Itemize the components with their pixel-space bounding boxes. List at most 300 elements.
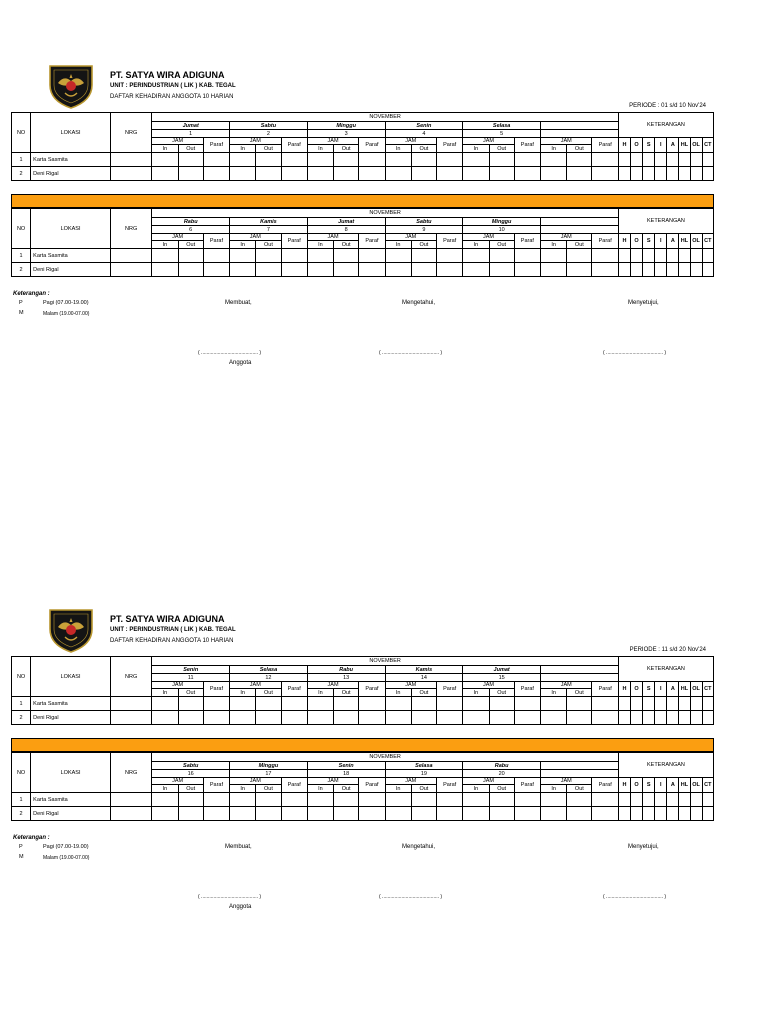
attendance-cell[interactable] bbox=[541, 153, 567, 167]
attendance-cell[interactable] bbox=[690, 807, 702, 821]
attendance-cell[interactable] bbox=[679, 807, 690, 821]
attendance-cell[interactable] bbox=[359, 807, 385, 821]
attendance-cell[interactable] bbox=[630, 153, 642, 167]
lokasi-header: LOKASI bbox=[31, 209, 111, 249]
staff-nrg[interactable] bbox=[110, 249, 151, 263]
attendance-cell[interactable] bbox=[655, 793, 667, 807]
staff-nrg[interactable] bbox=[110, 711, 151, 725]
attendance-cell[interactable] bbox=[437, 153, 463, 167]
jam-header: JAM bbox=[307, 234, 358, 241]
attendance-cell[interactable] bbox=[385, 793, 411, 807]
staff-name: Karta Sasmita bbox=[31, 697, 111, 711]
attendance-cell[interactable] bbox=[567, 153, 592, 167]
status-code-a: A bbox=[667, 234, 679, 249]
attendance-sheet bbox=[0, 544, 768, 910]
attendance-cell[interactable] bbox=[514, 263, 540, 277]
attendance-cell[interactable] bbox=[592, 167, 618, 181]
attendance-cell[interactable] bbox=[489, 263, 514, 277]
staff-no: 1 bbox=[12, 793, 31, 807]
paraf-header: Paraf bbox=[281, 234, 307, 249]
attendance-cell[interactable] bbox=[256, 153, 281, 167]
attendance-cell[interactable] bbox=[679, 263, 690, 277]
attendance-cell[interactable] bbox=[281, 697, 307, 711]
status-code-hl: HL bbox=[679, 682, 690, 697]
day-date: 17 bbox=[230, 770, 308, 778]
attendance-cell[interactable] bbox=[178, 263, 203, 277]
out-header: Out bbox=[178, 689, 203, 697]
attendance-cell[interactable] bbox=[514, 807, 540, 821]
attendance-cell[interactable] bbox=[203, 153, 229, 167]
attendance-cell[interactable] bbox=[643, 167, 655, 181]
attendance-cell[interactable] bbox=[281, 249, 307, 263]
jam-header: JAM bbox=[230, 682, 281, 689]
attendance-cell[interactable] bbox=[203, 807, 229, 821]
jam-header: JAM bbox=[152, 682, 203, 689]
attendance-cell[interactable] bbox=[643, 153, 655, 167]
attendance-cell[interactable] bbox=[256, 249, 281, 263]
attendance-cell[interactable] bbox=[334, 263, 359, 277]
legend-code: P bbox=[19, 300, 23, 306]
jam-header: JAM bbox=[541, 778, 592, 785]
attendance-cell[interactable] bbox=[567, 711, 592, 725]
attendance-cell[interactable] bbox=[281, 153, 307, 167]
attendance-cell[interactable] bbox=[618, 793, 630, 807]
attendance-cell[interactable] bbox=[655, 153, 667, 167]
attendance-cell[interactable] bbox=[203, 249, 229, 263]
attendance-cell[interactable] bbox=[281, 711, 307, 725]
attendance-cell[interactable] bbox=[411, 807, 436, 821]
section-divider bbox=[11, 738, 714, 752]
status-code-s: S bbox=[643, 682, 655, 697]
out-header: Out bbox=[567, 145, 592, 153]
attendance-cell[interactable] bbox=[385, 153, 411, 167]
jam-header: JAM bbox=[463, 682, 514, 689]
attendance-cell[interactable] bbox=[203, 793, 229, 807]
attendance-cell[interactable] bbox=[203, 697, 229, 711]
membuat-label: Membuat, bbox=[225, 300, 252, 306]
attendance-cell[interactable] bbox=[437, 263, 463, 277]
attendance-cell[interactable] bbox=[667, 167, 679, 181]
out-header: Out bbox=[567, 785, 592, 793]
attendance-cell[interactable] bbox=[702, 263, 713, 277]
staff-nrg[interactable] bbox=[110, 793, 151, 807]
attendance-cell[interactable] bbox=[514, 711, 540, 725]
attendance-cell[interactable] bbox=[281, 263, 307, 277]
attendance-cell[interactable] bbox=[307, 263, 333, 277]
attendance-cell[interactable] bbox=[489, 249, 514, 263]
attendance-cell[interactable] bbox=[630, 249, 642, 263]
attendance-cell[interactable] bbox=[541, 793, 567, 807]
attendance-cell[interactable] bbox=[567, 793, 592, 807]
attendance-cell[interactable] bbox=[655, 711, 667, 725]
attendance-cell[interactable] bbox=[411, 249, 436, 263]
attendance-cell[interactable] bbox=[690, 167, 702, 181]
attendance-cell[interactable] bbox=[411, 711, 436, 725]
attendance-cell[interactable] bbox=[334, 807, 359, 821]
attendance-cell[interactable] bbox=[334, 167, 359, 181]
attendance-cell[interactable] bbox=[567, 167, 592, 181]
attendance-cell[interactable] bbox=[178, 807, 203, 821]
attendance-cell[interactable] bbox=[679, 249, 690, 263]
legend-text: Pagi (07.00-19.00) bbox=[43, 300, 89, 306]
attendance-cell[interactable] bbox=[643, 249, 655, 263]
attendance-cell[interactable] bbox=[618, 697, 630, 711]
attendance-cell[interactable] bbox=[630, 807, 642, 821]
attendance-cell[interactable] bbox=[702, 697, 713, 711]
jam-header: JAM bbox=[463, 234, 514, 241]
attendance-cell[interactable] bbox=[463, 249, 489, 263]
attendance-cell[interactable] bbox=[690, 263, 702, 277]
attendance-cell[interactable] bbox=[256, 711, 281, 725]
attendance-cell[interactable] bbox=[592, 249, 618, 263]
attendance-cell[interactable] bbox=[385, 167, 411, 181]
attendance-cell[interactable] bbox=[152, 263, 178, 277]
attendance-cell[interactable] bbox=[592, 263, 618, 277]
attendance-cell[interactable] bbox=[592, 697, 618, 711]
attendance-cell[interactable] bbox=[152, 807, 178, 821]
attendance-cell[interactable] bbox=[618, 249, 630, 263]
staff-nrg[interactable] bbox=[110, 263, 151, 277]
attendance-cell[interactable] bbox=[679, 167, 690, 181]
attendance-cell[interactable] bbox=[489, 711, 514, 725]
in-header: In bbox=[230, 785, 256, 793]
nrg-header: NRG bbox=[110, 657, 151, 697]
attendance-cell[interactable] bbox=[230, 711, 256, 725]
attendance-cell[interactable] bbox=[618, 167, 630, 181]
attendance-cell[interactable] bbox=[334, 697, 359, 711]
attendance-cell[interactable] bbox=[178, 697, 203, 711]
out-header: Out bbox=[411, 145, 436, 153]
attendance-cell[interactable] bbox=[359, 793, 385, 807]
out-header: Out bbox=[411, 241, 436, 249]
attendance-cell[interactable] bbox=[152, 793, 178, 807]
attendance-cell[interactable] bbox=[618, 807, 630, 821]
attendance-cell[interactable] bbox=[567, 263, 592, 277]
staff-nrg[interactable] bbox=[110, 697, 151, 711]
status-code-s: S bbox=[643, 234, 655, 249]
attendance-cell[interactable] bbox=[514, 167, 540, 181]
attendance-cell[interactable] bbox=[514, 153, 540, 167]
paraf-header: Paraf bbox=[359, 682, 385, 697]
attendance-cell[interactable] bbox=[334, 711, 359, 725]
out-header: Out bbox=[489, 785, 514, 793]
status-code-ct: CT bbox=[702, 234, 713, 249]
attendance-cell[interactable] bbox=[385, 807, 411, 821]
attendance-cell[interactable] bbox=[307, 807, 333, 821]
attendance-cell[interactable] bbox=[643, 793, 655, 807]
attendance-cell[interactable] bbox=[152, 697, 178, 711]
attendance-cell[interactable] bbox=[643, 263, 655, 277]
attendance-cell[interactable] bbox=[541, 249, 567, 263]
attendance-cell[interactable] bbox=[230, 249, 256, 263]
attendance-cell[interactable] bbox=[702, 167, 713, 181]
attendance-cell[interactable] bbox=[230, 793, 256, 807]
attendance-cell[interactable] bbox=[630, 167, 642, 181]
attendance-cell[interactable] bbox=[256, 167, 281, 181]
attendance-cell[interactable] bbox=[690, 793, 702, 807]
attendance-cell[interactable] bbox=[230, 263, 256, 277]
day-name: Jumat bbox=[463, 666, 541, 674]
attendance-cell[interactable] bbox=[655, 697, 667, 711]
staff-name: Deni Rigal bbox=[31, 167, 111, 181]
day-name: Selasa bbox=[230, 666, 308, 674]
attendance-cell[interactable] bbox=[667, 793, 679, 807]
attendance-cell[interactable] bbox=[359, 263, 385, 277]
attendance-cell[interactable] bbox=[463, 711, 489, 725]
attendance-cell[interactable] bbox=[437, 807, 463, 821]
attendance-cell[interactable] bbox=[702, 249, 713, 263]
day-name: Jumat bbox=[152, 122, 230, 130]
attendance-cell[interactable] bbox=[541, 697, 567, 711]
attendance-cell[interactable] bbox=[541, 167, 567, 181]
attendance-cell[interactable] bbox=[489, 793, 514, 807]
paraf-header: Paraf bbox=[437, 138, 463, 153]
attendance-cell[interactable] bbox=[437, 167, 463, 181]
attendance-cell[interactable] bbox=[514, 793, 540, 807]
attendance-cell[interactable] bbox=[541, 807, 567, 821]
attendance-cell[interactable] bbox=[307, 697, 333, 711]
paraf-header: Paraf bbox=[203, 234, 229, 249]
in-header: In bbox=[385, 689, 411, 697]
attendance-cell[interactable] bbox=[463, 153, 489, 167]
staff-row bbox=[12, 249, 714, 263]
status-code-s: S bbox=[643, 778, 655, 793]
jam-header: JAM bbox=[385, 682, 436, 689]
attendance-cell[interactable] bbox=[667, 807, 679, 821]
status-code-hl: HL bbox=[679, 778, 690, 793]
jam-header: JAM bbox=[385, 778, 436, 785]
status-code-o: O bbox=[630, 778, 642, 793]
out-header: Out bbox=[178, 241, 203, 249]
jam-header: JAM bbox=[307, 682, 358, 689]
attendance-cell[interactable] bbox=[437, 249, 463, 263]
staff-nrg[interactable] bbox=[110, 153, 151, 167]
attendance-cell[interactable] bbox=[630, 793, 642, 807]
attendance-cell[interactable] bbox=[463, 807, 489, 821]
attendance-cell[interactable] bbox=[667, 711, 679, 725]
attendance-cell[interactable] bbox=[307, 249, 333, 263]
attendance-cell[interactable] bbox=[489, 167, 514, 181]
attendance-cell[interactable] bbox=[567, 807, 592, 821]
attendance-cell[interactable] bbox=[618, 711, 630, 725]
attendance-cell[interactable] bbox=[230, 697, 256, 711]
attendance-cell[interactable] bbox=[385, 697, 411, 711]
out-header: Out bbox=[334, 145, 359, 153]
attendance-cell[interactable] bbox=[690, 249, 702, 263]
out-header: Out bbox=[256, 689, 281, 697]
status-code-a: A bbox=[667, 138, 679, 153]
attendance-cell[interactable] bbox=[679, 697, 690, 711]
out-header: Out bbox=[567, 689, 592, 697]
attendance-cell[interactable] bbox=[667, 249, 679, 263]
attendance-cell[interactable] bbox=[702, 711, 713, 725]
attendance-cell[interactable] bbox=[592, 807, 618, 821]
attendance-cell[interactable] bbox=[630, 263, 642, 277]
attendance-cell[interactable] bbox=[489, 153, 514, 167]
staff-nrg[interactable] bbox=[110, 807, 151, 821]
paraf-header: Paraf bbox=[514, 778, 540, 793]
attendance-cell[interactable] bbox=[230, 807, 256, 821]
attendance-cell[interactable] bbox=[690, 697, 702, 711]
attendance-cell[interactable] bbox=[679, 793, 690, 807]
jam-header: JAM bbox=[307, 778, 358, 785]
attendance-cell[interactable] bbox=[643, 807, 655, 821]
attendance-cell[interactable] bbox=[514, 249, 540, 263]
attendance-cell[interactable] bbox=[152, 711, 178, 725]
attendance-cell[interactable] bbox=[178, 711, 203, 725]
attendance-cell[interactable] bbox=[334, 793, 359, 807]
attendance-cell[interactable] bbox=[359, 167, 385, 181]
signature-line-membuat: ( ......................................... ) bbox=[198, 350, 262, 356]
attendance-cell[interactable] bbox=[411, 167, 436, 181]
attendance-cell[interactable] bbox=[256, 697, 281, 711]
status-code-o: O bbox=[630, 682, 642, 697]
unit-name: UNIT : PERINDUSTRIAN ( LIK ) KAB. TEGAL bbox=[110, 83, 236, 89]
attendance-cell[interactable] bbox=[489, 697, 514, 711]
attendance-cell[interactable] bbox=[541, 263, 567, 277]
attendance-cell[interactable] bbox=[385, 711, 411, 725]
section-divider bbox=[11, 194, 714, 208]
attendance-cell[interactable] bbox=[230, 167, 256, 181]
attendance-cell[interactable] bbox=[667, 153, 679, 167]
attendance-cell[interactable] bbox=[307, 153, 333, 167]
attendance-cell[interactable] bbox=[592, 793, 618, 807]
status-code-h: H bbox=[618, 778, 630, 793]
jam-header: JAM bbox=[152, 778, 203, 785]
attendance-cell[interactable] bbox=[667, 697, 679, 711]
paraf-header: Paraf bbox=[592, 234, 618, 249]
legend-title: Keterangan : bbox=[13, 291, 50, 297]
attendance-cell[interactable] bbox=[463, 793, 489, 807]
staff-nrg[interactable] bbox=[110, 167, 151, 181]
attendance-cell[interactable] bbox=[514, 697, 540, 711]
attendance-table bbox=[11, 112, 714, 181]
status-code-ct: CT bbox=[702, 778, 713, 793]
jam-header: JAM bbox=[230, 234, 281, 241]
day-date bbox=[541, 130, 619, 138]
attendance-cell[interactable] bbox=[690, 711, 702, 725]
attendance-cell[interactable] bbox=[385, 263, 411, 277]
attendance-cell[interactable] bbox=[690, 153, 702, 167]
attendance-cell[interactable] bbox=[256, 263, 281, 277]
attendance-cell[interactable] bbox=[592, 153, 618, 167]
mengetahui-label: Mengetahui, bbox=[402, 300, 436, 306]
attendance-cell[interactable] bbox=[679, 711, 690, 725]
attendance-cell[interactable] bbox=[334, 249, 359, 263]
attendance-cell[interactable] bbox=[411, 263, 436, 277]
attendance-cell[interactable] bbox=[437, 697, 463, 711]
attendance-cell[interactable] bbox=[437, 711, 463, 725]
attendance-cell[interactable] bbox=[178, 793, 203, 807]
staff-no: 2 bbox=[12, 263, 31, 277]
day-date: 16 bbox=[152, 770, 230, 778]
attendance-cell[interactable] bbox=[630, 711, 642, 725]
in-header: In bbox=[463, 689, 489, 697]
attendance-cell[interactable] bbox=[411, 697, 436, 711]
attendance-cell[interactable] bbox=[178, 167, 203, 181]
attendance-cell[interactable] bbox=[281, 793, 307, 807]
attendance-cell[interactable] bbox=[618, 153, 630, 167]
attendance-cell[interactable] bbox=[463, 167, 489, 181]
attendance-cell[interactable] bbox=[667, 263, 679, 277]
attendance-cell[interactable] bbox=[307, 167, 333, 181]
attendance-cell[interactable] bbox=[679, 153, 690, 167]
attendance-cell[interactable] bbox=[203, 263, 229, 277]
staff-no: 2 bbox=[12, 807, 31, 821]
attendance-cell[interactable] bbox=[702, 793, 713, 807]
attendance-cell[interactable] bbox=[463, 263, 489, 277]
attendance-cell[interactable] bbox=[307, 711, 333, 725]
attendance-cell[interactable] bbox=[655, 807, 667, 821]
attendance-cell[interactable] bbox=[630, 697, 642, 711]
attendance-cell[interactable] bbox=[307, 793, 333, 807]
day-date: 6 bbox=[152, 226, 230, 234]
attendance-cell[interactable] bbox=[152, 167, 178, 181]
in-header: In bbox=[541, 145, 567, 153]
attendance-cell[interactable] bbox=[281, 807, 307, 821]
attendance-cell[interactable] bbox=[230, 153, 256, 167]
attendance-cell[interactable] bbox=[702, 807, 713, 821]
attendance-cell[interactable] bbox=[437, 793, 463, 807]
staff-no: 1 bbox=[12, 153, 31, 167]
attendance-cell[interactable] bbox=[334, 153, 359, 167]
status-code-s: S bbox=[643, 138, 655, 153]
attendance-cell[interactable] bbox=[655, 263, 667, 277]
attendance-cell[interactable] bbox=[655, 249, 667, 263]
attendance-cell[interactable] bbox=[567, 697, 592, 711]
attendance-cell[interactable] bbox=[281, 167, 307, 181]
attendance-cell[interactable] bbox=[359, 153, 385, 167]
day-date: 20 bbox=[463, 770, 541, 778]
day-name: Kamis bbox=[230, 218, 308, 226]
attendance-cell[interactable] bbox=[411, 793, 436, 807]
status-code-ol: OL bbox=[690, 234, 702, 249]
attendance-cell[interactable] bbox=[643, 711, 655, 725]
attendance-cell[interactable] bbox=[359, 697, 385, 711]
day-name: Rabu bbox=[307, 666, 385, 674]
attendance-cell[interactable] bbox=[152, 153, 178, 167]
attendance-cell[interactable] bbox=[541, 711, 567, 725]
attendance-cell[interactable] bbox=[655, 167, 667, 181]
day-date: 5 bbox=[463, 130, 541, 138]
attendance-cell[interactable] bbox=[256, 807, 281, 821]
attendance-cell[interactable] bbox=[592, 711, 618, 725]
attendance-cell[interactable] bbox=[178, 153, 203, 167]
attendance-cell[interactable] bbox=[567, 249, 592, 263]
attendance-cell[interactable] bbox=[489, 807, 514, 821]
legend-text: Pagi (07.00-19.00) bbox=[43, 844, 89, 850]
attendance-cell[interactable] bbox=[203, 711, 229, 725]
day-date bbox=[541, 674, 619, 682]
paraf-header: Paraf bbox=[203, 778, 229, 793]
attendance-cell[interactable] bbox=[463, 697, 489, 711]
attendance-cell[interactable] bbox=[702, 153, 713, 167]
attendance-cell[interactable] bbox=[178, 249, 203, 263]
attendance-cell[interactable] bbox=[643, 697, 655, 711]
attendance-cell[interactable] bbox=[203, 167, 229, 181]
status-code-ct: CT bbox=[702, 138, 713, 153]
attendance-cell[interactable] bbox=[411, 153, 436, 167]
attendance-cell[interactable] bbox=[385, 249, 411, 263]
day-name: Selasa bbox=[385, 762, 463, 770]
status-code-i: I bbox=[655, 234, 667, 249]
attendance-cell[interactable] bbox=[359, 249, 385, 263]
attendance-cell[interactable] bbox=[618, 263, 630, 277]
attendance-cell[interactable] bbox=[256, 793, 281, 807]
day-name: Minggu bbox=[230, 762, 308, 770]
attendance-cell[interactable] bbox=[359, 711, 385, 725]
attendance-cell[interactable] bbox=[152, 249, 178, 263]
